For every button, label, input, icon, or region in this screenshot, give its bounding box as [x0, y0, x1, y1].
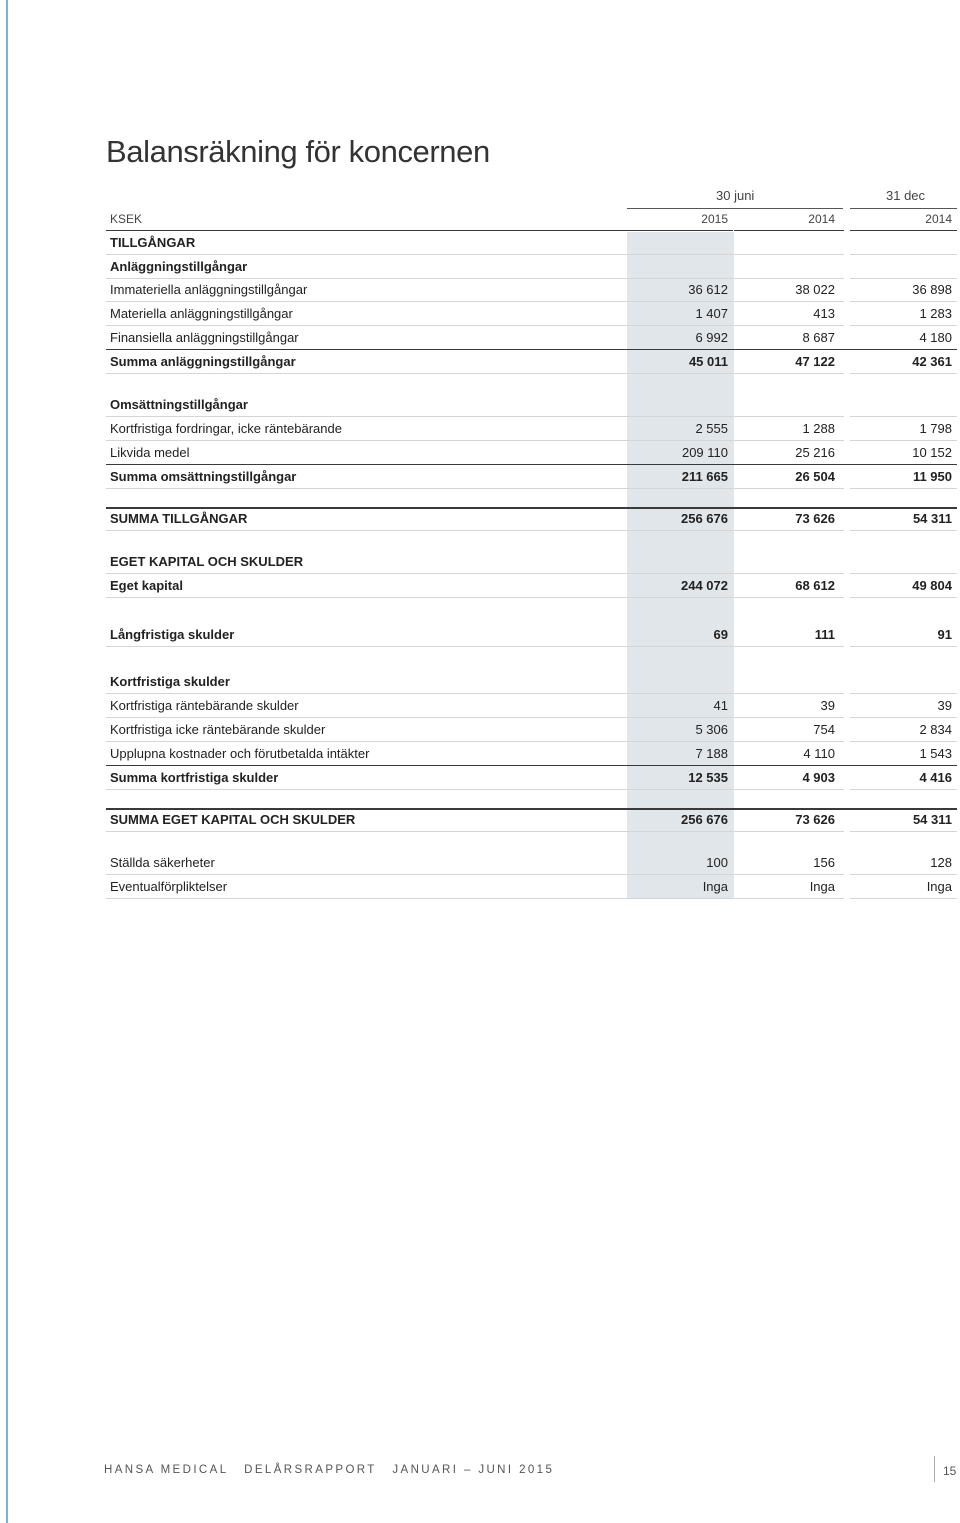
- row-label: KSEK: [110, 212, 143, 226]
- row-divider: [106, 530, 733, 531]
- row-value-col-2: 2014: [808, 212, 835, 226]
- table-row: [106, 507, 957, 531]
- table-row: [106, 302, 957, 326]
- row-divider: [106, 789, 733, 790]
- row-label: Likvida medel: [110, 445, 190, 460]
- row-value-col-3: 2 834: [919, 722, 952, 737]
- row-value-col-1: 5 306: [695, 722, 728, 737]
- table-header-row: [106, 207, 957, 231]
- table-row: [106, 465, 957, 489]
- row-value-col-3: 91: [937, 627, 952, 642]
- period-header-31-dec: 31 dec: [886, 188, 926, 203]
- row-divider: [106, 488, 733, 489]
- row-value-col-1: 256 676: [681, 511, 728, 526]
- row-divider: [106, 898, 733, 899]
- row-label: TILLGÅNGAR: [110, 235, 196, 250]
- table-row: [106, 441, 957, 465]
- row-label: Kortfristiga icke räntebärande skulder: [110, 722, 326, 737]
- table-row: [106, 851, 957, 875]
- row-label: EGET KAPITAL OCH SKULDER: [110, 554, 304, 569]
- table-row: [106, 278, 957, 302]
- row-label: SUMMA EGET KAPITAL OCH SKULDER: [110, 812, 356, 827]
- table-row: [106, 326, 957, 350]
- row-value-col-2: 38 022: [795, 282, 835, 297]
- row-value-col-1: 69: [713, 627, 728, 642]
- row-value-col-3: 10 152: [912, 445, 952, 460]
- row-label: Upplupna kostnader och förutbetalda intäkter: [110, 746, 370, 761]
- row-value-col-2: 8 687: [802, 330, 835, 345]
- row-value-col-1: 12 535: [688, 770, 728, 785]
- table-row: [106, 742, 957, 766]
- row-value-col-3: 1 283: [919, 306, 952, 321]
- page-footer: [104, 1464, 564, 1476]
- row-divider: [734, 530, 844, 531]
- row-divider: [106, 373, 733, 374]
- row-divider: [850, 597, 957, 598]
- table-row: [106, 574, 957, 598]
- row-value-col-1: 6 992: [695, 330, 728, 345]
- row-value-col-3: 1 543: [919, 746, 952, 761]
- row-label: Eventualförpliktelser: [110, 879, 228, 894]
- table-row: [106, 255, 957, 279]
- row-divider: [734, 373, 844, 374]
- row-divider: [850, 898, 957, 899]
- table-row: [106, 718, 957, 742]
- row-value-col-2: 4 903: [802, 770, 835, 785]
- row-label: SUMMA TILLGÅNGAR: [110, 511, 248, 526]
- row-value-col-3: 42 361: [912, 354, 952, 369]
- row-value-col-2: 25 216: [795, 445, 835, 460]
- row-value-col-1: Inga: [702, 879, 728, 894]
- footer-page-separator: [934, 1456, 935, 1482]
- row-label: Immateriella anläggningstillgångar: [110, 282, 308, 297]
- row-divider: [734, 646, 844, 647]
- row-value-col-1: 7 188: [695, 746, 728, 761]
- row-value-col-2: 413: [813, 306, 835, 321]
- row-divider: [734, 831, 844, 832]
- row-value-col-1: 244 072: [681, 578, 728, 593]
- table-row: [106, 670, 957, 694]
- row-value-col-1: 211 665: [681, 469, 728, 484]
- row-divider: [734, 597, 844, 598]
- row-value-col-2: 754: [813, 722, 835, 737]
- row-label: Summa omsättningstillgångar: [110, 469, 297, 484]
- row-value-col-3: 2014: [925, 212, 952, 226]
- footer-period: JANUARI – JUNI 2015: [392, 1464, 555, 1476]
- footer-report: DELÅRSRAPPORT: [244, 1464, 377, 1476]
- table-row: [106, 393, 957, 417]
- row-label: Ställda säkerheter: [110, 855, 215, 870]
- row-divider: [850, 488, 957, 489]
- row-label: Anläggningstillgångar: [110, 259, 248, 274]
- row-divider: [106, 646, 733, 647]
- page-number: 15: [943, 1464, 957, 1478]
- row-value-col-2: 39: [820, 698, 835, 713]
- row-divider: [850, 373, 957, 374]
- row-label: Materiella anläggningstillgångar: [110, 306, 293, 321]
- row-divider: [106, 831, 733, 832]
- row-label: Omsättningstillgångar: [110, 397, 248, 412]
- row-value-col-2: 4 110: [803, 746, 835, 761]
- row-value-col-1: 100: [706, 855, 728, 870]
- row-divider: [734, 898, 844, 899]
- row-divider: [850, 789, 957, 790]
- row-value-col-3: 128: [930, 855, 952, 870]
- table-row: [106, 875, 957, 899]
- row-value-col-3: 39: [937, 698, 952, 713]
- row-label: Eget kapital: [110, 578, 183, 593]
- row-value-col-3: 4 180: [919, 330, 952, 345]
- row-value-col-2: 73 626: [795, 511, 835, 526]
- row-label: Summa anläggningstillgångar: [110, 354, 296, 369]
- row-value-col-2: Inga: [809, 879, 835, 894]
- table-row: [106, 231, 957, 255]
- row-value-col-2: 1 288: [802, 421, 835, 436]
- row-value-col-3: 54 311: [912, 511, 952, 526]
- row-value-col-1: 256 676: [681, 812, 728, 827]
- row-label: Kortfristiga räntebärande skulder: [110, 698, 299, 713]
- row-label: Kortfristiga skulder: [110, 674, 230, 689]
- row-label: Kortfristiga fordringar, icke räntebärande: [110, 421, 342, 436]
- row-value-col-2: 26 504: [795, 469, 835, 484]
- table-row: [106, 808, 957, 832]
- table-row: [106, 694, 957, 718]
- row-value-col-3: 1 798: [919, 421, 952, 436]
- row-divider: [734, 789, 844, 790]
- row-value-col-2: 111: [814, 627, 835, 642]
- row-value-col-1: 209 110: [681, 445, 728, 460]
- period-header-30-juni: 30 juni: [716, 188, 755, 203]
- row-value-col-3: 36 898: [912, 282, 952, 297]
- row-label: Långfristiga skulder: [110, 627, 235, 642]
- row-value-col-1: 2015: [701, 212, 728, 226]
- row-divider: [850, 646, 957, 647]
- row-label: Finansiella anläggningstillgångar: [110, 330, 299, 345]
- row-divider: [850, 831, 957, 832]
- page-title: Balansräkning för koncernen: [106, 134, 490, 169]
- row-value-col-3: 54 311: [912, 812, 952, 827]
- row-value-col-1: 36 612: [688, 282, 728, 297]
- table-row: [106, 550, 957, 574]
- row-value-col-2: 68 612: [795, 578, 835, 593]
- table-row: [106, 350, 957, 374]
- row-value-col-2: 156: [813, 855, 835, 870]
- table-row: [106, 417, 957, 441]
- row-value-col-2: 73 626: [795, 812, 835, 827]
- row-divider: [106, 597, 733, 598]
- row-value-col-1: 45 011: [688, 354, 728, 369]
- row-value-col-1: 2 555: [695, 421, 728, 436]
- row-label: Summa kortfristiga skulder: [110, 770, 279, 785]
- row-value-col-3: 11 950: [912, 469, 952, 484]
- row-value-col-1: 41: [713, 698, 728, 713]
- row-value-col-2: 47 122: [795, 354, 835, 369]
- row-divider: [850, 530, 957, 531]
- row-value-col-3: 4 416: [919, 770, 952, 785]
- footer-company: HANSA MEDICAL: [104, 1464, 229, 1476]
- row-value-col-3: Inga: [926, 879, 952, 894]
- row-value-col-3: 49 804: [912, 578, 952, 593]
- table-row: [106, 766, 957, 790]
- row-divider: [734, 488, 844, 489]
- row-value-col-1: 1 407: [695, 306, 728, 321]
- table-row: [106, 623, 957, 647]
